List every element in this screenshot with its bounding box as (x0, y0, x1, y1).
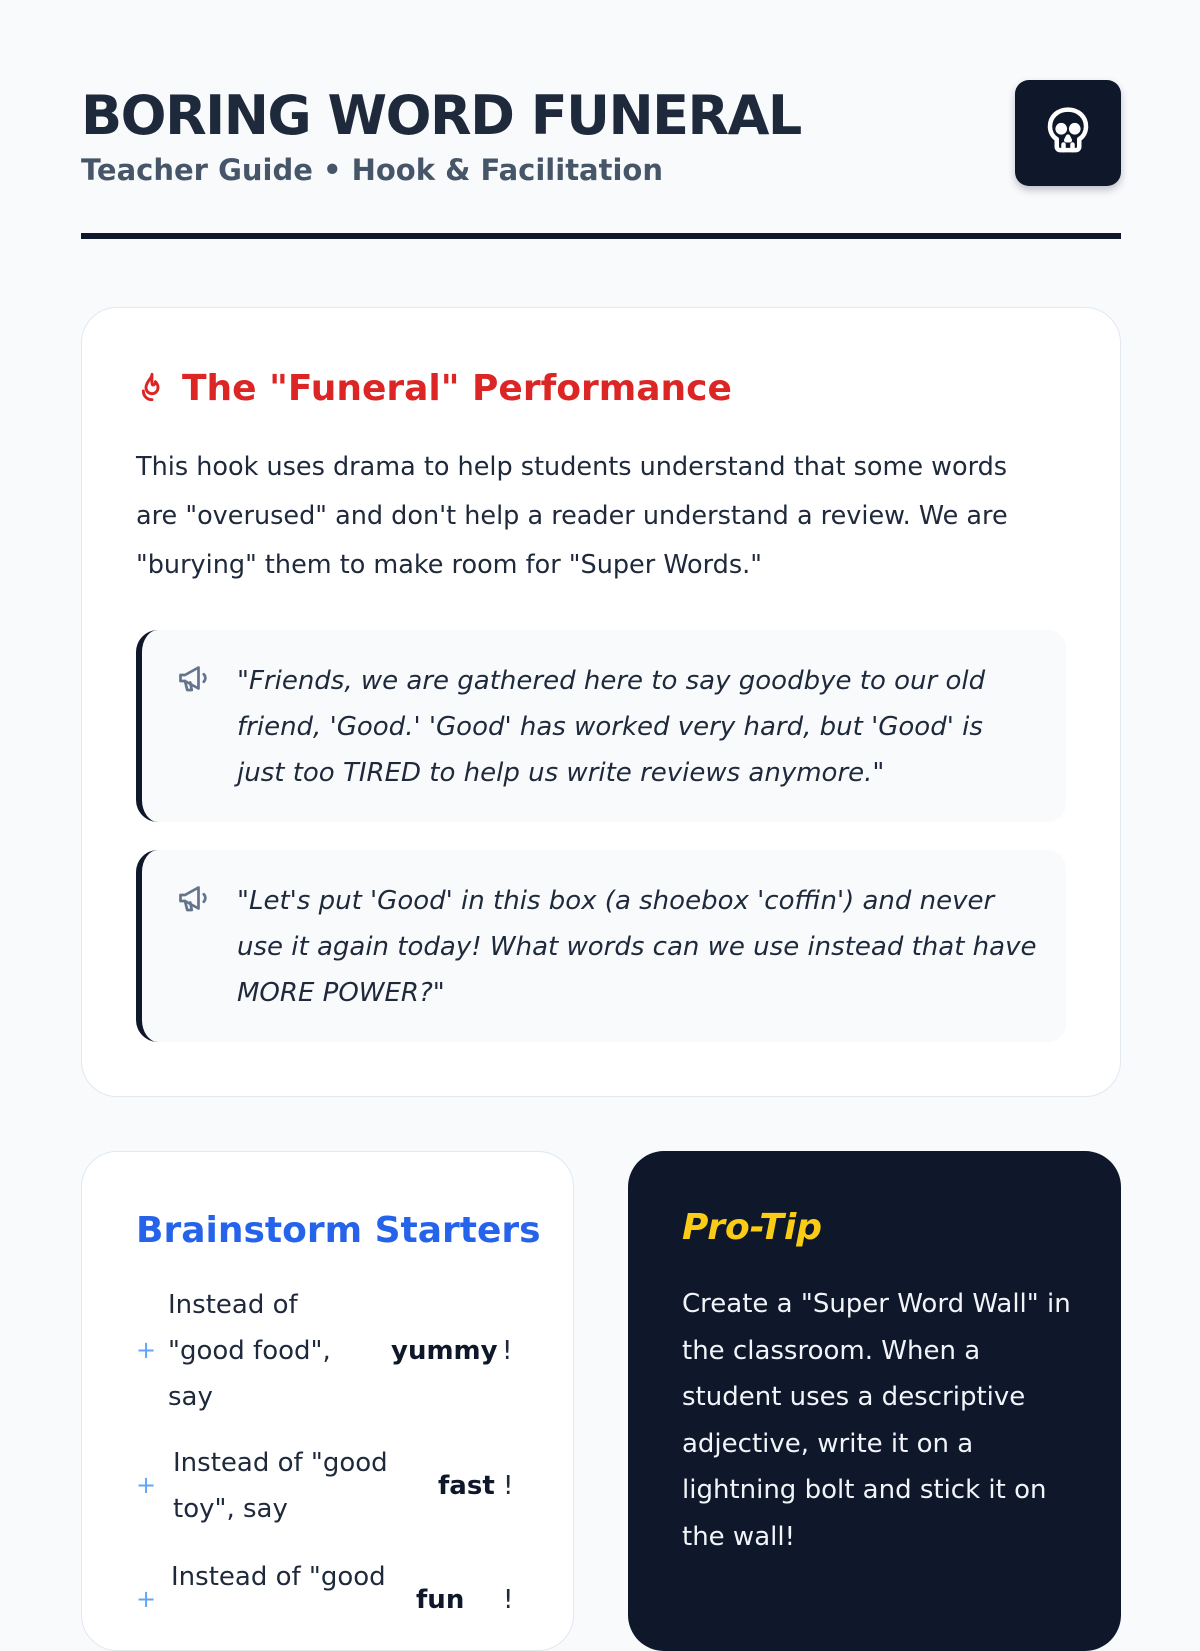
plus-icon: + (136, 1471, 157, 1499)
script-quote-text: "Let's put 'Good' in this box (a shoebox 'coffin') and never use it again today! What words can we use instead that have MORE POWER?" (237, 886, 1037, 1008)
performance-card (81, 307, 1121, 1097)
starter-suffix: ! (503, 1471, 514, 1501)
list-item (136, 1282, 536, 1422)
script-quote-text: "Friends, we are gathered here to say goodbye to our old friend, 'Good.' 'Good' has worked very hard, but 'Good' is just too TIRED to help us write reviews anymore." (237, 666, 986, 788)
list-item (136, 1440, 536, 1534)
plus-icon: + (136, 1585, 157, 1613)
flame-icon (136, 369, 168, 409)
starter-prefix: Instead of "good food", say (168, 1290, 331, 1412)
starter-prefix: Instead of "good (171, 1562, 386, 1592)
starter-word: fun (416, 1585, 465, 1615)
brainstorm-title: Brainstorm Starters (136, 1210, 541, 1251)
pro-tip-card (628, 1151, 1121, 1651)
page-subtitle: Teacher Guide • Hook & Facilitation (81, 153, 663, 187)
skull-badge (1015, 80, 1121, 186)
pro-tip-text: Create a "Super Word Wall" in the classroom. When a student uses a descriptive adjective, write it on a lightning bolt and stick it on the wall! (682, 1289, 1071, 1552)
plus-icon: + (136, 1336, 157, 1364)
page-title: BORING WORD FUNERAL (81, 84, 801, 147)
starter-word: yummy (391, 1336, 498, 1366)
performance-intro: This hook uses drama to help students understand that some words are "overused" and don't help a reader understand a review. We are "burying" them to make room for "Super Words." (136, 452, 1008, 580)
brainstorm-card (81, 1151, 574, 1651)
megaphone-icon (176, 880, 212, 920)
pro-tip-title: Pro-Tip (682, 1207, 823, 1248)
performance-title: The "Funeral" Performance (182, 368, 732, 409)
starter-suffix: ! (503, 1585, 514, 1615)
script-quote (136, 850, 1066, 1042)
script-quote (136, 630, 1066, 822)
performance-heading (136, 368, 732, 409)
page-header (81, 80, 1121, 240)
header-divider (81, 233, 1121, 239)
starter-prefix: Instead of "good toy", say (173, 1448, 388, 1524)
list-item (136, 1554, 536, 1648)
starter-suffix: ! (502, 1336, 513, 1366)
skull-icon (1041, 103, 1095, 163)
megaphone-icon (176, 660, 212, 700)
starter-word: fast (438, 1471, 495, 1501)
